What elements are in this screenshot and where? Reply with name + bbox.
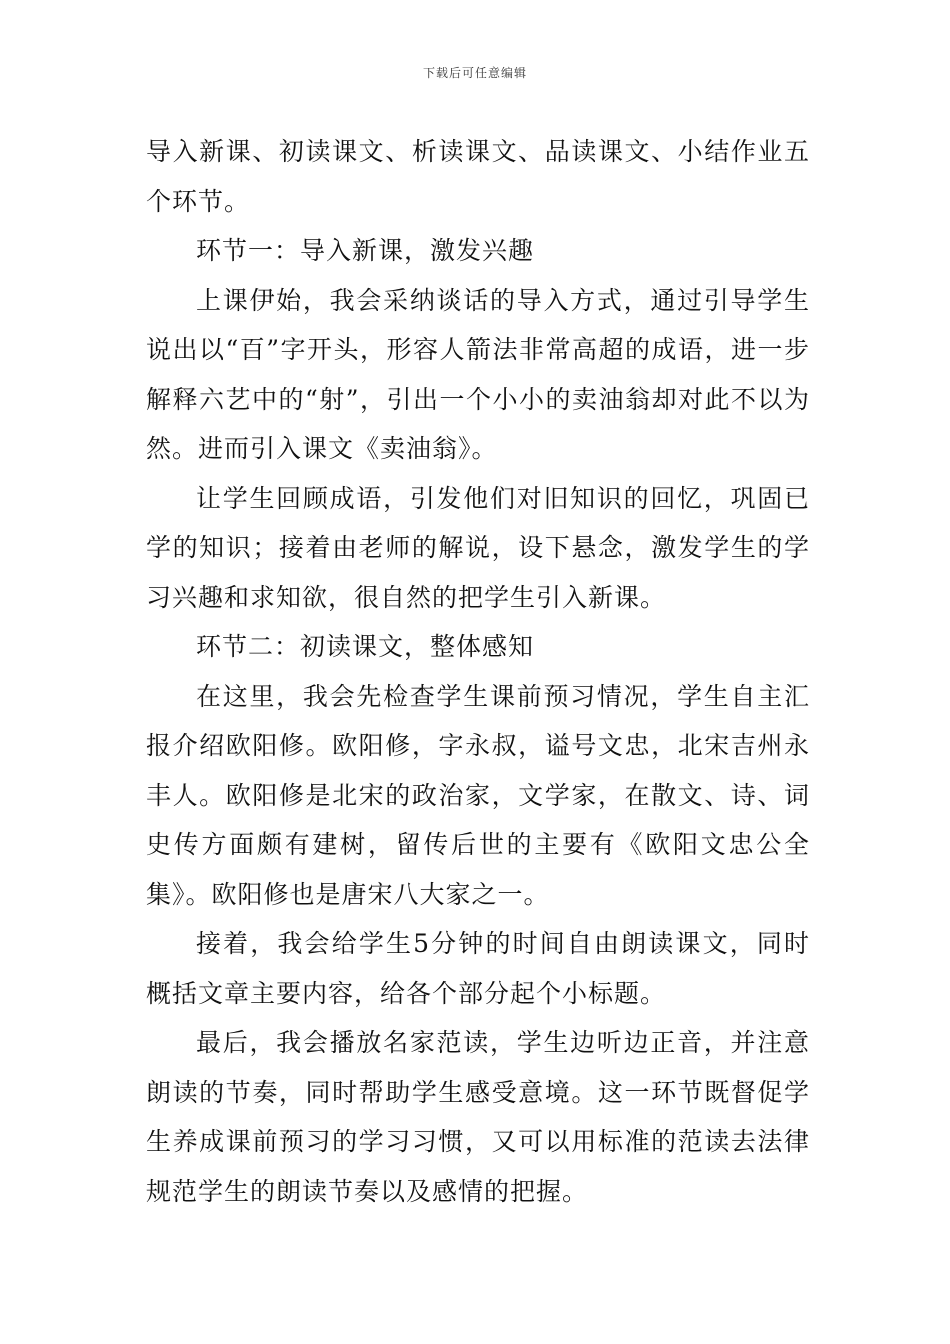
section-heading-step-two: 环节二：初读课文，整体感知 [196, 632, 535, 661]
paragraph-author-introduction: 在这里，我会先检查学生课前预习情况，学生自主汇报介绍欧阳修。欧阳修，字永叔，谥号文忠，北宋吉州永丰人。欧阳修是北宋的政治家，文学家，在散文、诗、词史传方面颇有建树，留传后世的主要有《欧阳文忠公全集》。欧阳修也是唐宋八大家之一。 [146, 681, 810, 909]
section-heading-step-one: 环节一：导入新课，激发兴趣 [196, 236, 535, 265]
page-header-note: 下载后可任意编辑 [422, 66, 527, 80]
paragraph-lesson-opening: 上课伊始，我会采纳谈话的导入方式，通过引导学生说出以“百”字开头，形容人箭法非常高超的成语，进一步解释六艺中的“射”，引出一个小小的卖油翁却对此不以为然。进而引入课文《卖油翁》。 [146, 285, 810, 463]
paragraph-model-reading: 最后，我会播放名家范读，学生边听边正音，并注意朗读的节奏，同时帮助学生感受意境。这一环节既督促学生养成课前预习的学习习惯，又可以用标准的范读去法律规范学生的朗读节奏以及感情的把握。 [146, 1028, 810, 1206]
paragraph-review-idioms: 让学生回顾成语，引发他们对旧知识的回忆，巩固已学的知识；接着由老师的解说，设下悬念，激发学生的学习兴趣和求知欲，很自然的把学生引入新课。 [146, 483, 810, 612]
paragraph-free-reading: 接着，我会给学生5分钟的时间自由朗读课文，同时概括文章主要内容，给各个部分起个小标题。 [146, 929, 810, 1008]
document-body [146, 127, 810, 1216]
paragraph-intro-continuation: 导入新课、初读课文、析读课文、品读课文、小结作业五个环节。 [146, 137, 810, 216]
